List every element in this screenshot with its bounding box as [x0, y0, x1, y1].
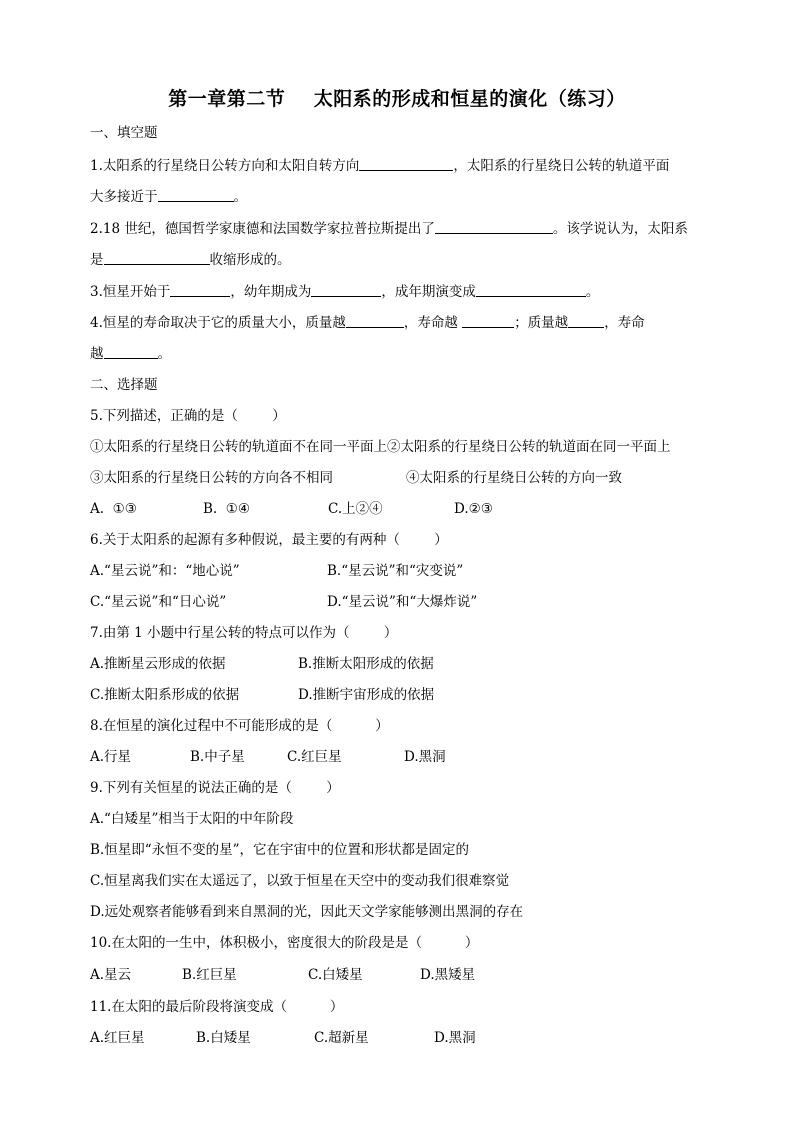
q2-text-d: 收缩形成的。	[209, 252, 291, 268]
q1-text-d: 。	[233, 189, 247, 205]
q8-option-c[interactable]: C.红巨星	[287, 749, 342, 765]
question-7-stem: 7.由第 1 小题中行星公转的特点可以作为（ ）	[90, 625, 398, 641]
question-1-line-2	[90, 187, 247, 206]
q4-text-d: ，寿命	[604, 315, 645, 331]
q8-option-b[interactable]: B.中子星	[190, 749, 245, 765]
question-4-line-1	[90, 313, 645, 332]
q11-option-c[interactable]: C.超新星	[314, 1030, 369, 1046]
q7-option-b[interactable]: B.推断太阳形成的依据	[298, 656, 434, 672]
question-3	[90, 282, 599, 301]
q11-option-d[interactable]: D.黑洞	[434, 1030, 476, 1046]
question-11-stem: 11.在太阳的最后阶段将演变成（ ）	[90, 999, 344, 1015]
section-fill-in: 一、填空题	[90, 125, 158, 141]
q10-option-a[interactable]: A.星云	[90, 967, 132, 983]
section-multiple-choice: 二、选择题	[90, 377, 158, 393]
question-5-statements-1	[90, 438, 671, 456]
q2-blank-2[interactable]	[104, 250, 210, 265]
question-6-stem: 6.关于太阳系的起源有多种假说，最主要的有两种（ ）	[90, 532, 448, 548]
question-1-line-1	[90, 156, 669, 175]
q1-blank-1[interactable]	[359, 156, 453, 171]
q8-option-a[interactable]: A.行星	[90, 749, 132, 765]
q2-text-a: 2.18 世纪，德国哲学家康德和法国数学家拉普拉斯提出了	[90, 221, 435, 237]
q5-statement-3: ③太阳系的行星绕日公转的方向各不相同	[90, 470, 333, 486]
q5-option-a[interactable]: A. ①③	[90, 501, 137, 517]
q7-option-c[interactable]: C.推断太阳系形成的依据	[90, 687, 240, 703]
q5-statement-4: ④太阳系的行星绕日公转的方向一致	[406, 470, 622, 486]
question-10-stem: 10.在太阳的一生中，体积极小，密度很大的阶段是是（ ）	[90, 935, 479, 951]
q7-option-a[interactable]: A.推断星云形成的依据	[90, 656, 226, 672]
q2-text-c: 是	[90, 252, 104, 268]
q1-text-b: ，太阳系的行星绕日公转的轨道平面	[453, 158, 670, 174]
q3-blank-2[interactable]	[311, 282, 381, 297]
q4-blank-2[interactable]	[462, 313, 514, 328]
q4-text-f: 。	[157, 346, 171, 362]
q10-option-c[interactable]: C.白矮星	[308, 967, 363, 983]
q8-option-d[interactable]: D.黑洞	[404, 749, 446, 765]
q9-option-c[interactable]: C.恒星离我们实在太遥远了，以致于恒星在天空中的变动我们很难察觉	[90, 873, 510, 889]
q2-blank-1[interactable]	[435, 219, 553, 234]
page-title: 第一章第二节 太阳系的形成和恒星的演化（练习）	[168, 88, 626, 110]
q6-option-b[interactable]: B.“星云说”和“灾变说”	[327, 563, 464, 579]
question-8-stem: 8.在恒星的演化过程中不可能形成的是（ ）	[90, 718, 389, 734]
q4-blank-4[interactable]	[104, 344, 158, 359]
q3-text-c: ，成年期演变成	[381, 284, 476, 300]
question-4-line-2	[90, 344, 171, 363]
q5-option-c[interactable]: C.上②④	[328, 501, 383, 517]
q4-text-c: ；质量越	[514, 315, 569, 331]
q6-option-d[interactable]: D.“星云说”和“大爆炸说”	[327, 594, 478, 610]
question-5-statements-2	[90, 469, 333, 487]
q5-statement-1: ①太阳系的行星绕日公转的轨道面不在同一平面上	[90, 439, 387, 455]
question-2-line-2	[90, 250, 291, 269]
q4-text-e: 越	[90, 346, 104, 362]
q1-text-a: 1.太阳系的行星绕日公转方向和太阳自转方向	[90, 158, 360, 174]
question-9-stem: 9.下列有关恒星的说法正确的是（ ）	[90, 780, 340, 796]
q4-text-a: 4.恒星的寿命取决于它的质量大小，质量越	[90, 315, 346, 331]
q1-text-c: 大多接近于	[90, 189, 158, 205]
q3-blank-3[interactable]	[476, 282, 586, 297]
q4-blank-3[interactable]	[568, 313, 604, 328]
q9-option-a[interactable]: A.“白矮星”相当于太阳的中年阶段	[90, 811, 294, 827]
q11-option-b[interactable]: B.白矮星	[196, 1030, 251, 1046]
q3-blank-1[interactable]	[170, 282, 230, 297]
q3-text-d: 。	[585, 284, 600, 300]
q9-option-b[interactable]: B.恒星即“永恒不变的星”，它在宇宙中的位置和形状都是固定的	[90, 842, 470, 858]
q7-option-d[interactable]: D.推断宇宙形成的依据	[298, 687, 435, 703]
q6-option-a[interactable]: A.“星云说”和：“地心说”	[90, 563, 240, 579]
q4-text-b: ，寿命越	[403, 315, 463, 331]
q5-statement-2: ②太阳系的行星绕日公转的轨道面在同一平面上	[387, 439, 671, 455]
question-2-line-1	[90, 219, 688, 238]
q9-option-d[interactable]: D.远处观察者能够看到来自黑洞的光，因此天文学家能够测出黑洞的存在	[90, 904, 524, 920]
q10-option-d[interactable]: D.黑矮星	[420, 967, 476, 983]
q5-option-d[interactable]: D.②③	[454, 501, 493, 517]
q5-option-b[interactable]: B. ①④	[203, 501, 250, 517]
q3-text-a: 3.恒星开始于	[90, 284, 171, 300]
q4-blank-1[interactable]	[346, 313, 404, 328]
q1-blank-2[interactable]	[158, 187, 234, 202]
q11-option-a[interactable]: A.红巨星	[90, 1030, 145, 1046]
q10-option-b[interactable]: B.红巨星	[182, 967, 237, 983]
q6-option-c[interactable]: C.“星云说”和“日心说”	[90, 594, 227, 610]
question-5-stem: 5.下列描述，正确的是（ ）	[90, 408, 286, 424]
q3-text-b: ，幼年期成为	[230, 284, 312, 300]
q2-text-b: 。该学说认为，太阳系	[552, 221, 688, 237]
